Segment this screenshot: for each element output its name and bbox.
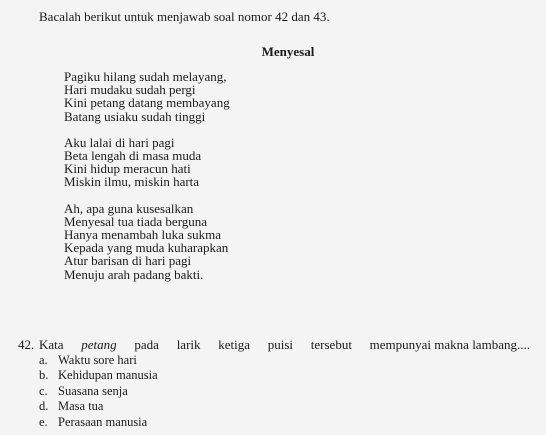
option-e[interactable] <box>39 415 530 430</box>
option-text: Suasana senja <box>58 383 128 398</box>
poem-line: Ah, apa guna kusesalkan <box>64 200 194 216</box>
option-a[interactable] <box>39 353 530 368</box>
question-word: puisi <box>267 337 294 352</box>
poem-line: Beta lengah di masa muda <box>64 148 202 164</box>
question-word: ketiga <box>218 337 251 352</box>
option-letter: e. <box>39 414 48 429</box>
question-stem <box>18 337 530 353</box>
answer-options <box>18 353 530 430</box>
poem-line: Batang usiaku sudah tinggi <box>64 108 206 124</box>
poem-line: Kini hidup meracun hati <box>64 161 191 177</box>
question-tail: mempunyai makna lambang.... <box>369 337 530 352</box>
poem-line: Atur barisan di hari pagi <box>64 253 192 269</box>
poem-line: Miskin ilmu, miskin harta <box>64 174 200 190</box>
poem-line: Hari mudaku sudah pergi <box>64 82 196 98</box>
poem-stanza-2 <box>64 136 230 189</box>
poem-line: Hanya menambah luka sukma <box>64 227 222 243</box>
option-text: Waktu sore hari <box>58 353 137 367</box>
question-word: larik <box>176 337 201 352</box>
question-word: tersebut <box>310 337 352 352</box>
option-text: Perasaan manusia <box>58 414 148 429</box>
poem-body <box>64 70 230 281</box>
question-word-keyword: petang <box>81 337 117 352</box>
poem-line: Pagiku hilang sudah melayang, <box>64 69 227 84</box>
question-word: Kata <box>39 337 64 352</box>
option-text: Kehidupan manusia <box>58 368 158 383</box>
option-letter: b. <box>39 368 49 383</box>
poem-line: Kini petang datang membayang <box>64 95 230 111</box>
option-c[interactable] <box>39 384 530 399</box>
question-text <box>39 337 530 353</box>
poem-line: Menuju arah padang bakti. <box>64 266 204 282</box>
poem-stanza-3 <box>64 202 230 281</box>
poem-line: Menyesal tua tiada berguna <box>64 213 208 229</box>
instruction-text: Bacalah berikut untuk menjawab soal nomor 42 dan 43. <box>39 9 330 24</box>
option-letter: d. <box>39 399 49 414</box>
option-b[interactable] <box>39 368 530 383</box>
poem-line: Aku lalai di hari pagi <box>64 134 175 150</box>
question-word: pada <box>134 337 159 352</box>
question-42 <box>18 337 530 430</box>
option-text: Masa tua <box>58 399 104 414</box>
poem-line: Kepada yang muda kuharapkan <box>64 240 229 256</box>
option-d[interactable] <box>39 399 530 414</box>
poem-title: Menyesal <box>261 44 315 59</box>
poem-stanza-1 <box>64 70 230 123</box>
question-number: 42. <box>18 337 35 352</box>
option-letter: c. <box>39 383 48 398</box>
option-letter: a. <box>39 353 48 367</box>
